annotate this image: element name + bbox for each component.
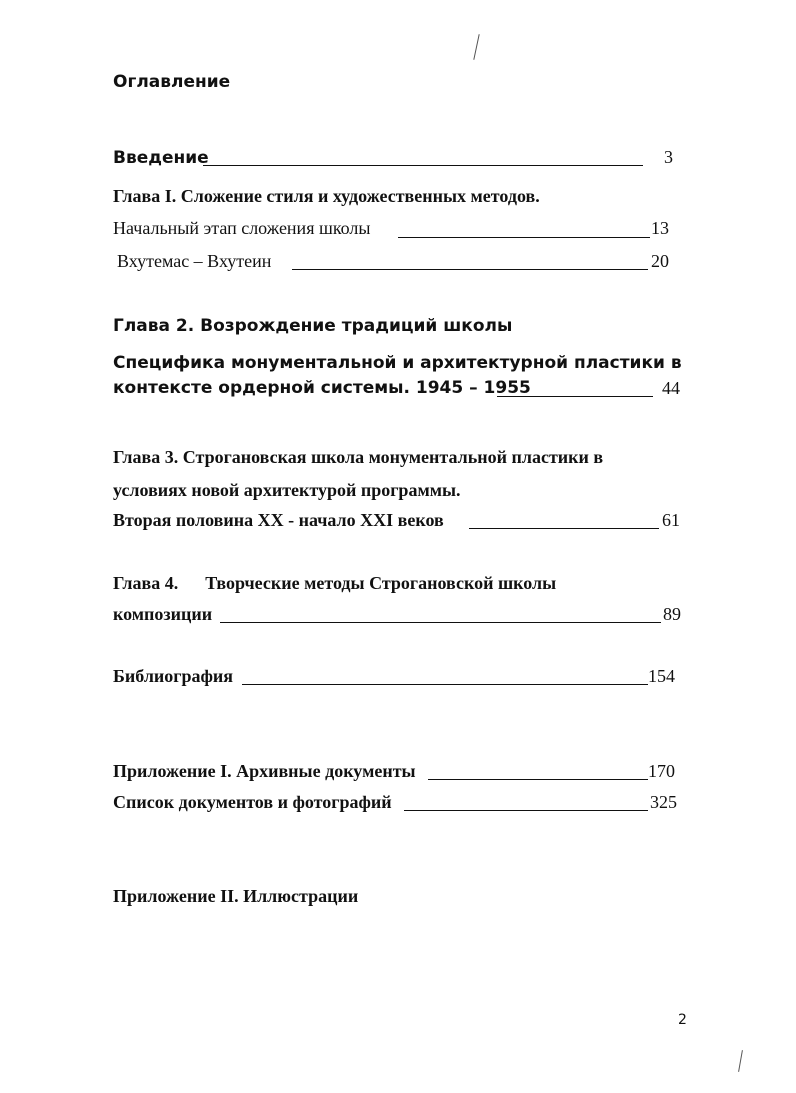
toc-entry-page: 89	[663, 604, 681, 624]
toc-entry-page: 3	[664, 147, 673, 167]
toc-entry-title: Вторая половина XX - начало XXI веков	[113, 510, 444, 530]
toc-entry-title: контексте ордерной системы. 1945 – 1955	[113, 378, 531, 398]
toc-entry-title: Список документов и фотографий	[113, 792, 392, 812]
scan-mark	[473, 34, 479, 60]
toc-entry-title: композиции	[113, 604, 213, 624]
toc-entry-page: 170	[648, 761, 675, 781]
toc-entry-page: 325	[650, 792, 677, 812]
toc-chapter-title: Глава 2. Возрождение традиций школы	[113, 316, 513, 336]
toc-entry-title: Приложение I. Архивные документы	[113, 761, 416, 781]
leader-line	[404, 810, 648, 811]
leader-line	[428, 779, 648, 780]
leader-line	[292, 269, 648, 270]
toc-entry-title: Библиография	[113, 666, 234, 686]
toc-chapter-title: Глава I. Сложение стиля и художественных методов.	[113, 186, 540, 206]
toc-entry-title: Приложение II. Иллюстрации	[113, 886, 359, 906]
leader-line	[497, 396, 653, 397]
toc-entry-page: 154	[648, 666, 675, 686]
toc-entry-title: Начальный этап сложения школы	[113, 218, 371, 238]
leader-line	[469, 528, 659, 529]
toc-entry-page: 61	[662, 510, 680, 530]
scan-mark	[738, 1050, 743, 1072]
leader-line	[203, 165, 643, 166]
leader-line	[220, 622, 661, 623]
toc-entry-title: Специфика монументальной и архитектурной пластики в	[113, 353, 682, 373]
toc-entry-title: Вхутемас – Вхутеин	[117, 251, 272, 271]
toc-heading: Оглавление	[113, 72, 231, 92]
leader-line	[398, 237, 650, 238]
toc-chapter-title: Глава 3. Строгановская школа монументальной пластики в	[113, 447, 604, 467]
page-number: 2	[678, 1012, 687, 1028]
leader-line	[242, 684, 648, 685]
toc-entry-page: 44	[662, 378, 680, 398]
toc-chapter-title: условиях новой архитектурой программы.	[113, 480, 461, 500]
toc-chapter-title: Глава 4. Творческие методы Строгановской школы	[113, 573, 557, 593]
toc-entry-title: Введение	[113, 148, 209, 168]
toc-entry-page: 20	[651, 251, 669, 271]
toc-entry-page: 13	[651, 218, 669, 238]
